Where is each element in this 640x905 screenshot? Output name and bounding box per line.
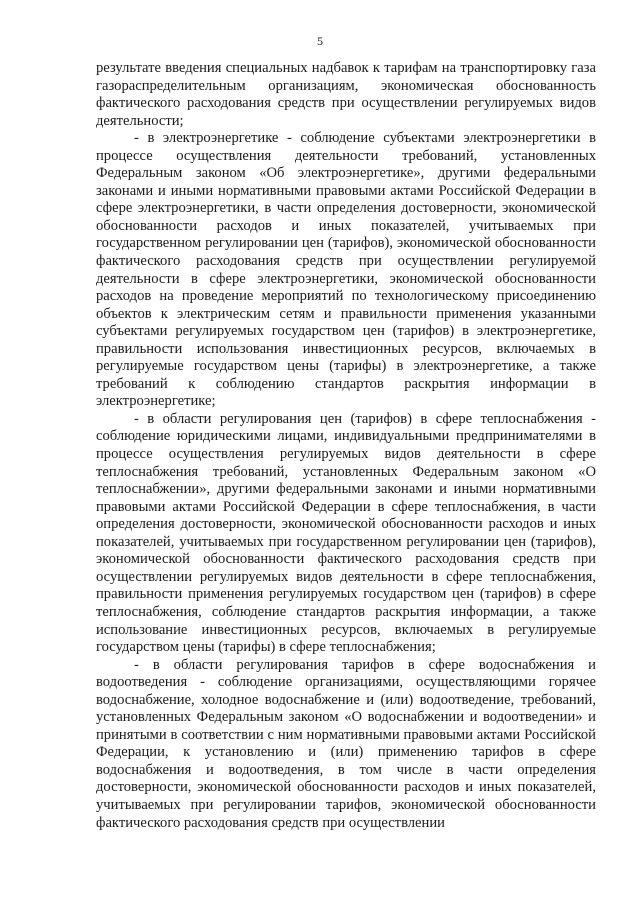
paragraph-water-supply: - в области регулирования тарифов в сфере водоснабжения и водоотведения - соблюдение организациями, осуществляющими горячее водоснабжение, холодное водоснабжение и (или) водоотведение, требований, установленных Федеральным законом «О водоснабжении и водоотведении» и принятыми в соответствии с ним нормативными правовыми актами Российской Федерации, к установлению и (или) применению тарифов в сфере водоснабжения и водоотведения, в том числе в части определения достоверности, экономической обоснованности расходов и иных показателей, учитываемых при регулировании тарифов, экономической обоснованности фактического расходования средств при осуществлении	[96, 656, 596, 831]
paragraph-heat-supply: - в области регулирования цен (тарифов) в сфере теплоснабжения - соблюдение юридическими лицами, индивидуальными предпринимателями в процессе осуществления регулируемых видов деятельности в сфере теплоснабжения требований, установленных Федеральным законом «О теплоснабжении», другими федеральными законами и иными нормативными правовыми актами Российской Федерации в сфере теплоснабжения, в части определения достоверности, экономической обоснованности расходов и иных показателей, учитываемых при государственном регулировании цен (тарифов), экономической обоснованности фактического расходования средств при осуществлении регулируемых видов деятельности в сфере теплоснабжения, правильности применения регулируемых государством цен (тарифов) в сфере теплоснабжения, соблюдение стандартов раскрытия информации, а также использование инвестиционных ресурсов, включаемых в регулируемые государством цены (тарифы) в сфере теплоснабжения;	[96, 410, 596, 656]
document-body	[96, 60, 596, 832]
paragraph-gas-continuation: результате введения специальных надбавок к тарифам на транспортировку газа газораспределительным организациям, экономическая обоснованность фактического расходования средств при осуществлении регулируемых видов деятельности;	[96, 60, 596, 129]
paragraph-electric-power: - в электроэнергетике - соблюдение субъектами электроэнергетики в процессе осуществления деятельности требований, установленных Федеральным законом «Об электроэнергетике», другими федеральными законами и иными нормативными правовыми актами Российской Федерации в сфере электроэнергетики, в части определения достоверности, экономической обоснованности расходов и иных показателей, учитываемых при государственном регулировании цен (тарифов), экономической обоснованности фактического расходования средств при осуществлении регулируемой деятельности в сфере электроэнергетики, экономической обоснованности расходов на проведение мероприятий по технологическому присоединению объектов к электрическим сетям и правильности применения указанными субъектами регулируемых государством цен (тарифов) в электроэнергетике, правильности использования инвестиционных ресурсов, включаемых в регулируемые государством цены (тарифы) в электроэнергетике, а также требований к соблюдению стандартов раскрытия информации в электроэнергетике;	[96, 130, 596, 410]
page-number: 5	[317, 34, 323, 48]
